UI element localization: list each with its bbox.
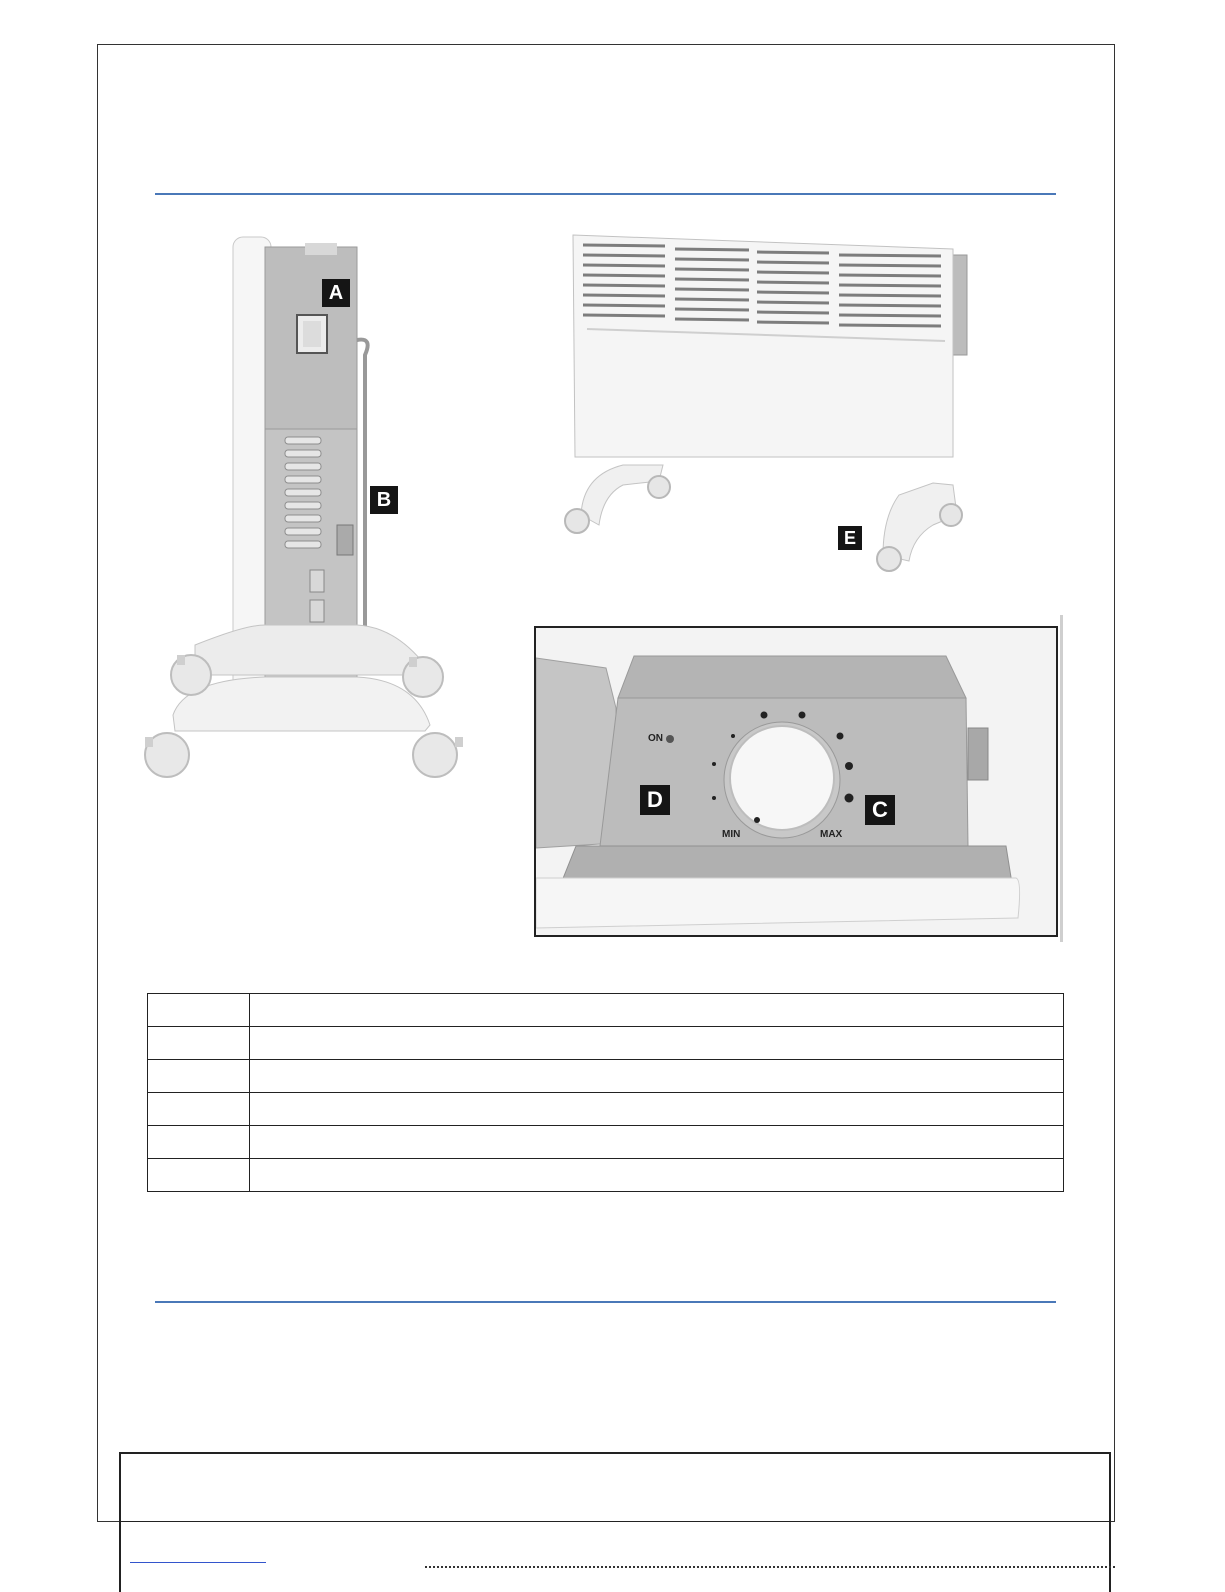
footer-divider [119,1521,1111,1522]
table-row [148,1159,1064,1192]
legend-desc-cell [250,994,1064,1027]
detail-frame-shadow [1060,615,1063,942]
parts-legend-table [147,993,1064,1192]
heater-side-view-figure [125,225,475,785]
legend-desc-cell [250,1027,1064,1060]
footer-box [119,1452,1111,1592]
legend-key-cell [148,1126,250,1159]
callout-d: D [640,785,670,815]
legend-key-cell [148,1093,250,1126]
heater-front-view-figure [553,225,973,580]
legend-desc-cell [250,1060,1064,1093]
legend-desc-cell [250,1126,1064,1159]
table-row [148,1027,1064,1060]
legend-key-cell [148,1060,250,1093]
callout-a: A [322,279,350,307]
control-panel-detail-figure [534,626,1058,937]
legend-key-cell [148,1159,250,1192]
callout-c: C [865,795,895,825]
legend-desc-cell [250,1159,1064,1192]
table-row [148,994,1064,1027]
section-rule-top [155,193,1056,195]
table-row [148,1093,1064,1126]
on-indicator-label: ON [648,733,663,744]
legend-key-cell [148,1027,250,1060]
footer-link-underline[interactable] [130,1562,266,1563]
dial-max-label: MAX [820,829,843,840]
legend-key-cell [148,994,250,1027]
callout-b: B [370,486,398,514]
section-rule-bottom [155,1301,1056,1303]
footer-dotted-line [425,1566,1115,1568]
legend-desc-cell [250,1093,1064,1126]
dial-min-label: MIN [722,829,741,840]
table-row [148,1060,1064,1093]
callout-e: E [838,526,862,550]
table-row [148,1126,1064,1159]
